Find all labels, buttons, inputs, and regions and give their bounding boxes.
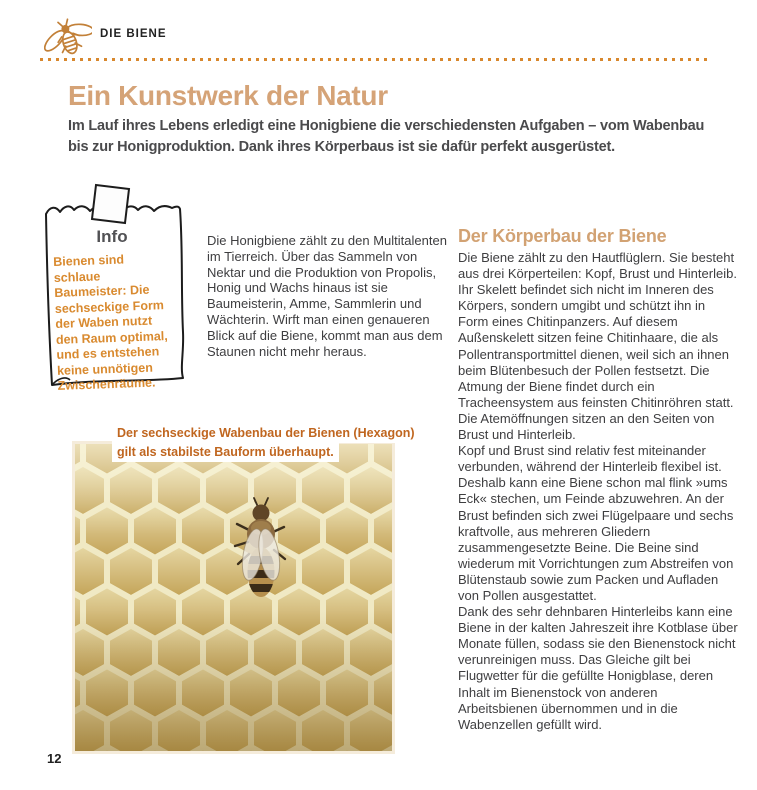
page-title: Ein Kunstwerk der Natur: [68, 80, 388, 111]
info-note-title: Info: [96, 227, 128, 246]
page-intro: Im Lauf ihres Lebens erledigt eine Honigbiene die verschiedensten Aufgaben – vom Wabenbau bis zur Honigproduktion. Dank ihres Körperbaus ist sie dafür perfekt ausgerüstet.: [68, 118, 705, 155]
section-heading: Der Körperbau der Biene: [458, 226, 667, 246]
figure-caption-line2: gilt als stabilste Bauform überhaupt.: [112, 443, 339, 462]
honeycomb-photo-frame: [72, 441, 395, 754]
bee-on-honeycomb-photo: [75, 444, 392, 751]
section-paragraph-2: Kopf und Brust sind relativ fest miteinander verbunden, während der Hinterleib flexibel ist. Deshalb kann eine Biene schon mal flink »ums Eck« stechen, um Feinde abzuwehren. An der Brust befinden sich zwei Flügelpaare und sechs kraftvolle, aus mehreren Gliedern zusammengesetzte Beine. Die Beine sind wiederum mit Vorrichtungen zum Abstreifen von Blütenstaub sowie zum Packen und Aufladen von Pollen ausgestattet.: [458, 443, 734, 603]
info-note-body: Bienen sind schlaue Baumeister: Die sechseckige Form der Waben nutzt den Raum optimal, und es entstehen keine unnötigen Zwischenräume.: [53, 252, 168, 393]
figure-caption: [112, 424, 420, 462]
section-paragraph-1: Die Biene zählt zu den Hautflüglern. Sie besteht aus drei Körperteilen: Kopf, Brust und Hinterleib. Ihr Skelett befindet sich nicht im Inneren des Körpers, sondern umgibt und schützt ihn in Form eines Chitinpanzers. Auf diesem Außenskelett sitzen feine Chitinhaare, die als Pollentransportmittel dienen, weil sich an ihnen beim Blütenbesuch der Pollen festsetzt. Die Atmung der Biene findet durch ein Tracheensystem aus feinsten Chitinröhren statt. Die Atemöffnungen sitzen an den Seiten von Brust und Hinterleib.: [458, 250, 737, 443]
page-number: 12: [47, 751, 62, 766]
section-body: [458, 250, 739, 733]
page-kicker: DIE BIENE: [100, 28, 167, 40]
figure-caption-line1: Der sechseckige Wabenbau der Bienen (Hexagon): [112, 424, 420, 443]
dotted-divider: [40, 58, 712, 61]
bee-icon: [44, 13, 92, 59]
section-paragraph-3: Dank des sehr dehnbaren Hinterleibs kann eine Biene in der kalten Jahreszeit ihre Kotblase über Monate füllen, sodass sie den Bienenstock nicht verunreinigen muss. Das Gleiche gilt bei Flugwetter für die gefüllte Honigblase, deren Inhalt im Bienenstock von anderen Arbeitsbienen übernommen und in die Wabenzellen gefüllt wird.: [458, 604, 738, 732]
lead-paragraph: Die Honigbiene zählt zu den Multitalenten im Tierreich. Über das Sammeln von Nektar und die Produktion von Propolis, Honig und Wachs hinaus ist sie Baumeisterin, Amme, Sammlerin und Wächterin. Wirft man einen genaueren Blick auf die Biene, kommt man aus dem Staunen nicht mehr heraus.: [207, 233, 447, 359]
